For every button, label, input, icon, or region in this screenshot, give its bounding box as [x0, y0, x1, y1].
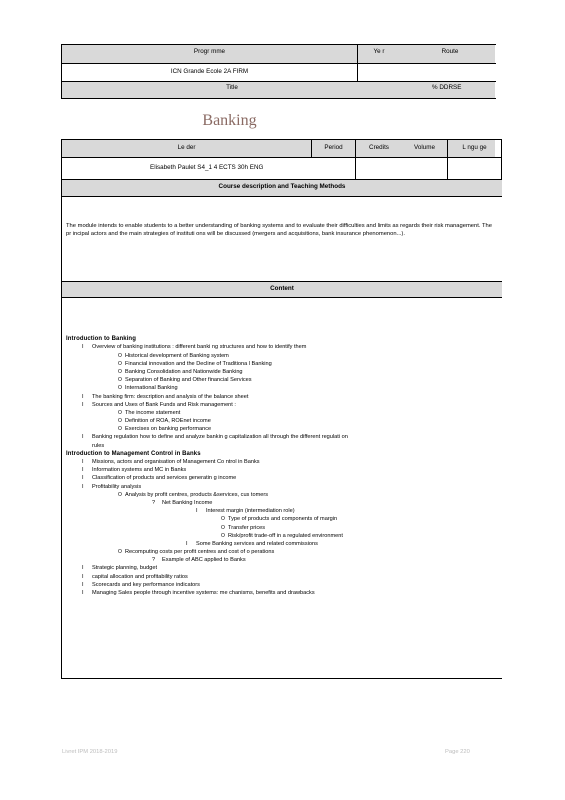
content-line — [66, 515, 496, 523]
bullet-marker: O — [118, 491, 122, 498]
bullet-marker: O — [118, 426, 122, 433]
content-line-text: Introduction to Management Control in Banks — [66, 450, 201, 457]
content-line — [66, 573, 496, 581]
bullet-marker: I — [82, 344, 84, 351]
content-line — [66, 384, 496, 392]
bullet-marker: ? — [152, 557, 156, 564]
bullet-marker: O — [118, 352, 122, 359]
content-line — [66, 458, 496, 466]
language-label: L ngu ge — [462, 144, 487, 151]
content-line-text: Missions, actors and organisation of Management Co ntrol in Banks — [92, 459, 260, 465]
content-line — [66, 417, 496, 425]
credits-label: Credits — [369, 144, 389, 151]
bullet-marker: O — [221, 524, 225, 531]
content-line-text: Type of products and components of margin — [228, 516, 338, 523]
bullet-marker: O — [118, 368, 122, 375]
content-line-text: Profitability analysis — [92, 483, 142, 490]
content-line-text: The income statement — [125, 409, 181, 416]
bullet-marker: O — [118, 377, 122, 384]
content-line — [66, 433, 496, 441]
bullet-marker: I — [82, 573, 84, 580]
content-line — [66, 442, 496, 450]
ddrse-label: % DDRSE — [432, 84, 462, 91]
content-line-text: Managing Sales people through incentive systems: me chanisms, benefits and drawbacks — [92, 590, 315, 596]
content-line-text: Exercises on banking performance — [125, 426, 212, 433]
description-heading: Course description and Teaching Methods — [218, 183, 346, 190]
content-line — [66, 368, 496, 376]
bullet-marker: O — [118, 360, 122, 367]
year-label: Ye r — [373, 48, 385, 55]
content-line-text: Overview of banking institutions : different banki ng structures and how to identify them — [92, 344, 307, 351]
volume-label: Volume — [413, 144, 435, 151]
footer-left: Livret IPM 2018-2019 — [62, 749, 118, 755]
bullet-marker: I — [82, 434, 84, 441]
content-list — [66, 327, 496, 597]
content-line — [66, 360, 496, 368]
footer-page-number: Page 220 — [445, 749, 470, 755]
content-line-text: Introduction to Banking — [66, 336, 136, 343]
content-line — [66, 425, 496, 433]
content-line-text: Example of ABC applied to Banks — [162, 557, 246, 564]
programme-value: ICN Grande Ecole 2A FIRM — [170, 68, 249, 75]
content-line-text: Transfer prices — [228, 524, 266, 531]
content-line — [66, 491, 496, 499]
content-line — [66, 409, 496, 417]
programme-label: Progr mme — [193, 48, 226, 55]
course-title: Banking — [202, 112, 257, 129]
route-label: Route — [441, 48, 459, 55]
bullet-marker: I — [82, 590, 84, 596]
content-line-text: Interest margin (intermediation role) — [206, 508, 295, 515]
bullet-marker: O — [221, 532, 225, 539]
bullet-marker: ? — [152, 499, 156, 506]
content-line — [66, 540, 496, 548]
bullet-marker: I — [82, 483, 84, 490]
details-values: Elisabeth Paulet S4_1 4 ECTS 30h ENG — [150, 164, 264, 171]
bullet-marker: O — [118, 418, 122, 425]
content-line-text: Banking regulation how to define and analyze bankin g capitalization all through the different regulati on — [92, 434, 348, 441]
content-line-text: Some Banking services and related commissions — [196, 540, 318, 547]
content-line-text: Strategic planning, budget — [92, 565, 157, 572]
content-section-heading — [66, 450, 496, 458]
content-line-text: Definition of ROA, ROEnet income — [125, 418, 211, 425]
content-line — [66, 474, 496, 482]
content-line — [66, 589, 496, 597]
content-line — [66, 532, 496, 540]
content-line — [66, 343, 496, 351]
content-line-text: Historical development of Banking system — [125, 352, 229, 359]
content-line-text: rules — [92, 442, 105, 449]
content-line — [66, 376, 496, 384]
content-heading: Content — [270, 285, 294, 292]
bullet-marker: I — [82, 401, 84, 408]
period-label: Period — [324, 144, 343, 151]
content-line-text: Net Banking Income — [162, 499, 213, 506]
bullet-marker: O — [118, 409, 122, 416]
content-line-text: Information systems and MC in Banks — [92, 467, 187, 474]
content-line-text: Scorecards and key performance indicators — [92, 581, 200, 588]
content-line — [66, 352, 496, 360]
content-line — [66, 548, 496, 556]
content-line — [66, 393, 496, 401]
bullet-marker: O — [221, 516, 225, 523]
content-line — [66, 564, 496, 572]
content-line-text: The banking firm: description and analysis of the balance sheet — [92, 393, 249, 400]
content-line — [66, 507, 496, 515]
content-line — [66, 327, 496, 335]
bullet-marker: I — [82, 467, 84, 474]
leader-label: Le der — [177, 144, 196, 151]
content-line-text: Risk/profit trade-off in a regulated environment — [228, 532, 343, 539]
content-line-text: capital allocation and profitability ratios — [92, 573, 188, 580]
content-line — [66, 524, 496, 532]
content-line-text: Banking Consolidation and Nationwide Banking — [125, 368, 243, 375]
content-line-text: Sources and Uses of Bank Funds and Risk management : — [92, 401, 236, 408]
content-line-text: International Banking — [125, 385, 178, 392]
bullet-marker: I — [82, 459, 84, 465]
content-line-text: Analysis by profit centres, products &services, cus tomers — [125, 491, 269, 498]
content-line — [66, 581, 496, 589]
content-line — [66, 401, 496, 409]
title-label: Title — [226, 84, 238, 91]
content-line-text: Separation of Banking and Other financial Services — [125, 377, 252, 384]
bullet-marker: I — [82, 565, 84, 572]
content-line-text: Classification of products and services generatin g income — [92, 475, 237, 482]
content-line — [66, 556, 496, 564]
bullet-marker: I — [82, 581, 84, 588]
bullet-marker: I — [82, 393, 84, 400]
content-line-text: Recomputing costs per profit centres and cost of o perations — [125, 549, 275, 556]
description-text: The module intends to enable students to a better understanding of banking systems and to evaluate their difficulties and limits as regards their risk management. The pr incipal actors and the main strategies of instituti ons will be discussed (mergers and acquisitions, bank insurance phenomenon...). — [66, 223, 492, 238]
content-section-heading — [66, 335, 496, 343]
bullet-marker: I — [186, 540, 188, 547]
content-line — [66, 483, 496, 491]
content-line — [66, 499, 496, 507]
bullet-marker: I — [196, 508, 198, 515]
bullet-marker: I — [82, 475, 84, 482]
content-line-text: Financial innovation and the Decline of Traditiona l Banking — [125, 360, 272, 367]
content-line — [66, 466, 496, 474]
bullet-marker: O — [118, 549, 122, 556]
bullet-marker: O — [118, 385, 122, 392]
